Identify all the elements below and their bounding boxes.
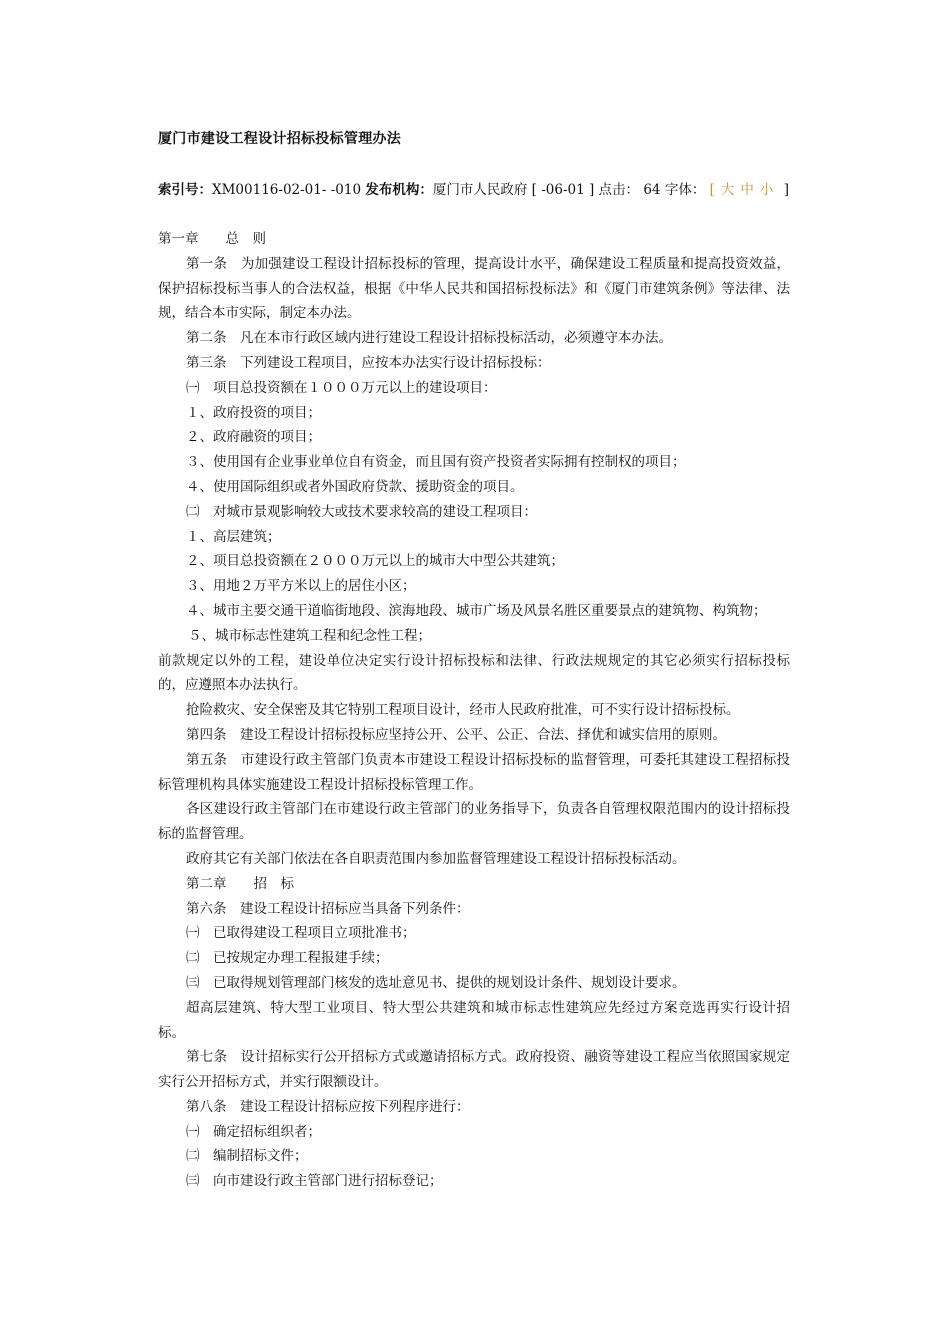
paragraph: 第三条 下列建设工程项目，应按本办法实行设计招标投标： xyxy=(186,354,551,371)
paragraph: ㈢ 已取得规划管理部门核发的选址意见书、提供的规划设计条件、规划设计要求。 xyxy=(186,974,686,991)
paragraph: 第八条 建设工程设计招标应按下列程序进行： xyxy=(186,1098,470,1115)
paragraph: ４、使用国际组织或者外国政府贷款、援助资金的项目。 xyxy=(186,478,524,495)
font-size-small-link[interactable]: 小 xyxy=(759,182,780,198)
paragraph: 第七条 设计招标实行公开招标方式或邀请招标方式。政府投资、融资等建设工程应当依照国家规定实行公开招标方式，并实行限额设计。 xyxy=(158,1049,790,1091)
paragraph: ５、城市标志性建筑工程和纪念性工程； xyxy=(188,627,431,644)
document-title: 厦门市建设工程设计招标投标管理办法 xyxy=(158,131,402,147)
clicks-label: 点击： xyxy=(598,182,640,198)
paragraph: ２、政府融资的项目； xyxy=(186,429,321,446)
font-size-label: 字体： xyxy=(664,182,706,198)
paragraph: 抢险救灾、安全保密及其它特别工程项目设计，经市人民政府批准，可不实行设计招标投标。 xyxy=(186,702,740,719)
publisher-label: 发布机构： xyxy=(365,182,433,198)
paragraph: ３、用地２万平方米以上的居住小区； xyxy=(186,578,416,595)
paragraph: ㈡ 编制招标文件； xyxy=(186,1148,308,1165)
paragraph: 第一章 总 则 xyxy=(158,231,266,247)
paragraph: ㈢ 向市建设行政主管部门进行招标登记； xyxy=(186,1173,443,1190)
paragraph: １、高层建筑； xyxy=(186,528,281,545)
paragraph: 第五条 市建设行政主管部门负责本市建设工程设计招标投标的监督管理，可委托其建设工程招标投标管理机构具体实施建设工程设计招标投标管理工作。 xyxy=(158,751,790,793)
clicks-value: 64 xyxy=(643,182,661,198)
publish-date: [ -06-01 ] xyxy=(531,182,595,198)
font-size-open-bracket: [ xyxy=(709,182,721,198)
paragraph: 政府其它有关部门依法在各自职责范围内参加监督管理建设工程设计招标投标活动。 xyxy=(186,850,686,867)
font-size-large-link[interactable]: 大 xyxy=(720,182,741,198)
paragraph: ３、使用国有企业事业单位自有资金，而且国有资产投资者实际拥有控制权的项目； xyxy=(186,454,686,471)
paragraph: 第二条 凡在本市行政区域内进行建设工程设计招标投标活动，必须遵守本办法。 xyxy=(186,330,672,347)
paragraph: ㈠ 确定招标组织者； xyxy=(186,1123,321,1140)
paragraph: ㈡ 对城市景观影响较大或技术要求较高的建设工程项目： xyxy=(186,503,537,520)
paragraph: 各区建设行政主管部门在市建设行政主管部门的业务指导下，负责各自管理权限范围内的设计招标投标的监督管理。 xyxy=(158,801,790,843)
paragraph: ４、城市主要交通干道临街地段、滨海地段、城市广场及风景名胜区重要景点的建筑物、构筑物； xyxy=(186,602,767,619)
paragraph: ２、项目总投资额在２０００万元以上的城市大中型公共建筑； xyxy=(186,553,564,570)
paragraph: 前款规定以外的工程，建设单位决定实行设计招标投标和法律、行政法规规定的其它必须实行招标投标的，应遵照本办法执行。 xyxy=(158,652,790,694)
paragraph: １、政府投资的项目； xyxy=(186,404,321,421)
paragraph: ㈠ 已取得建设工程项目立项批准书； xyxy=(186,925,416,942)
publisher-value: 厦门市人民政府 xyxy=(432,182,528,198)
document-meta xyxy=(158,178,790,203)
paragraph: ㈠ 项目总投资额在１０００万元以上的建设项目： xyxy=(186,379,497,396)
paragraph: ㈡ 已按规定办理工程报建手续； xyxy=(186,950,389,967)
paragraph: 第二章 招 标 xyxy=(186,875,294,892)
paragraph: 第一条 为加强建设工程设计招标投标的管理，提高设计水平，确保建设工程质量和提高投资效益，保护招标投标当事人的合法权益，根据《中华人民共和国招标投标法》和《厦门市建筑条例》等法律、法规，结合本市实际，制定本办法。 xyxy=(158,255,790,322)
paragraph: 第六条 建设工程设计招标应当具备下列条件： xyxy=(186,900,470,917)
paragraph: 第四条 建设工程设计招标投标应坚持公开、公平、公正、合法、择优和诚实信用的原则。 xyxy=(186,726,726,743)
index-label: 索引号： xyxy=(158,182,212,198)
font-size-medium-link[interactable]: 中 xyxy=(740,182,760,198)
index-value: XM00116-02-01- -010 xyxy=(212,182,362,198)
document-body xyxy=(158,227,790,1194)
font-size-close-bracket: ] xyxy=(783,182,789,198)
paragraph: 超高层建筑、特大型工业项目、特大型公共建筑和城市标志性建筑应先经过方案竞选再实行设计招标。 xyxy=(158,999,790,1041)
